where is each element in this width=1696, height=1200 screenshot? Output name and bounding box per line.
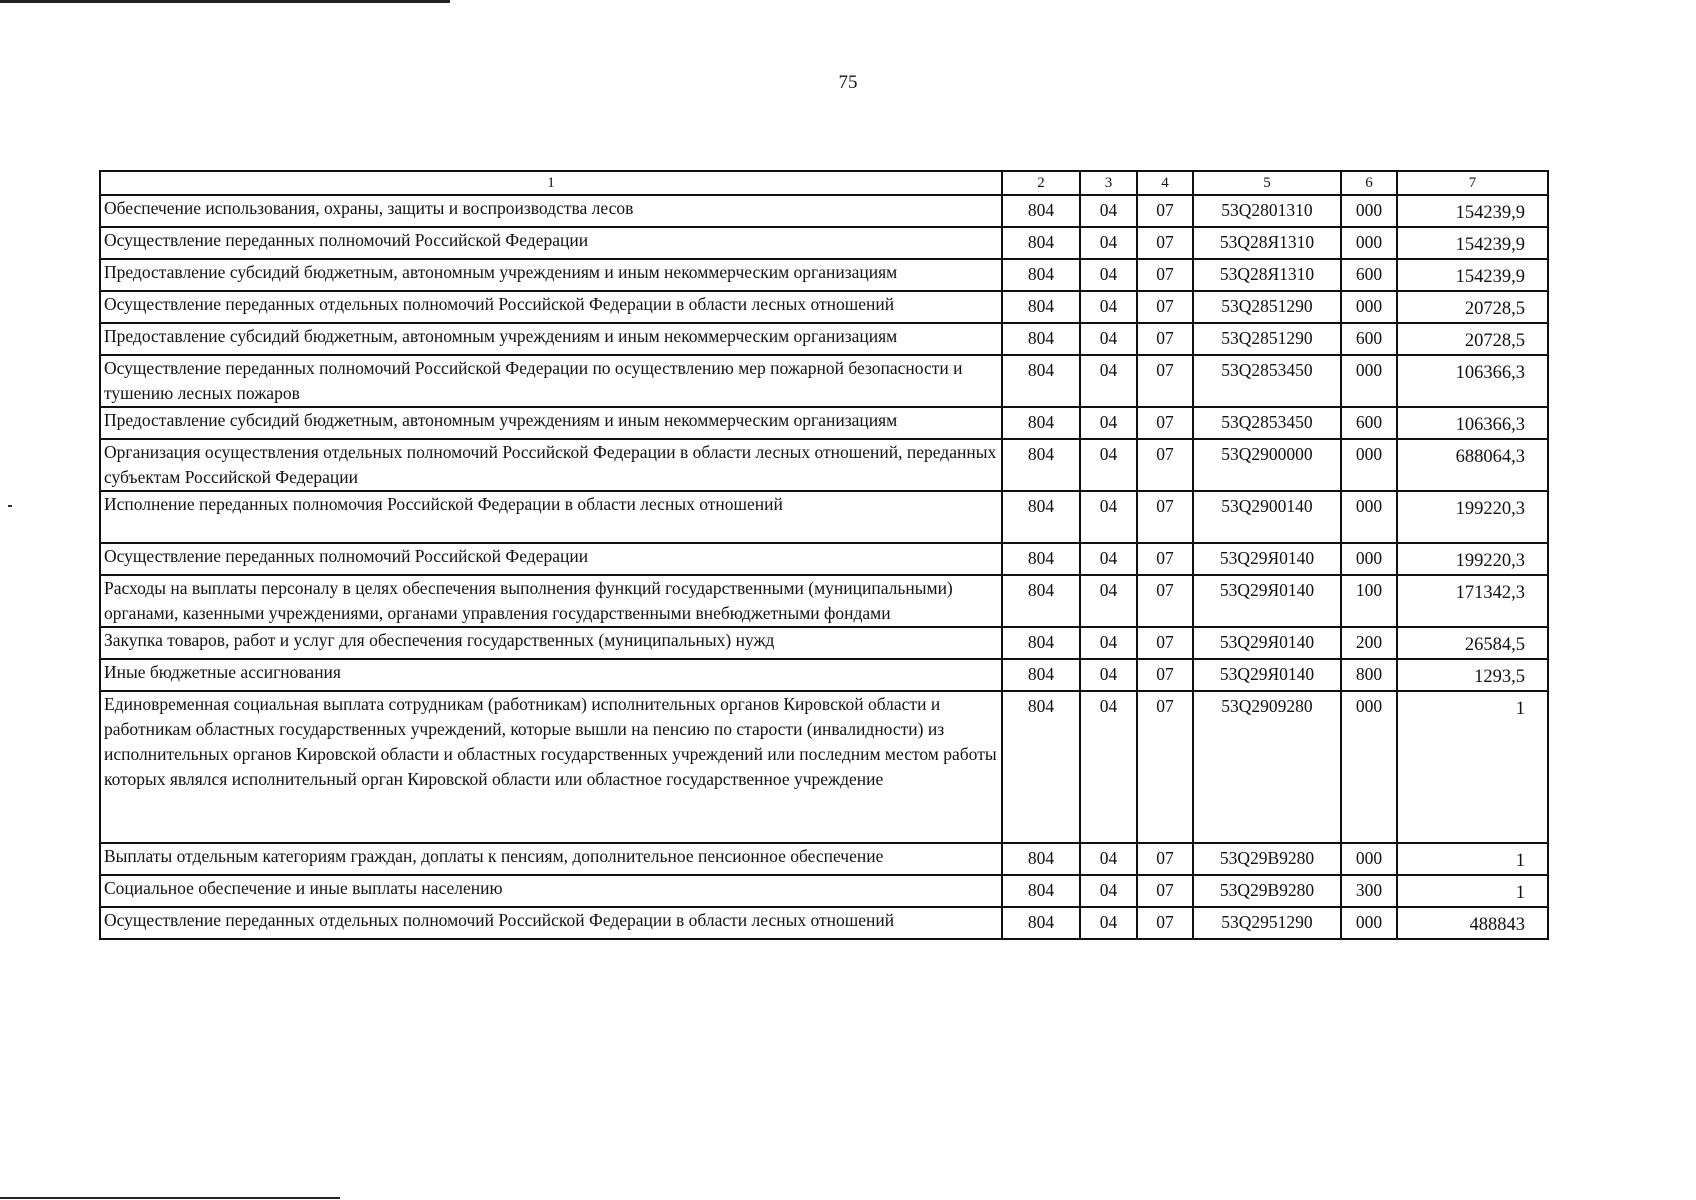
amount: 1293,5 [1397, 659, 1548, 691]
ministry-code: 804 [1002, 543, 1080, 575]
target-item-code: 53Q2851290 [1193, 323, 1341, 355]
subsection-code: 07 [1137, 907, 1193, 939]
expense-type-code: 000 [1341, 907, 1397, 939]
row-name: Предоставление субсидий бюджетным, автономным учреждениям и иным некоммерческим организациям [100, 259, 1002, 291]
ministry-code: 804 [1002, 227, 1080, 259]
row-name: Иные бюджетные ассигнования [100, 659, 1002, 691]
table-row [100, 439, 1548, 491]
table-row [100, 323, 1548, 355]
amount: 199220,3 [1397, 543, 1548, 575]
amount: 688064,3 [1397, 439, 1548, 491]
target-item-code: 53Q2951290 [1193, 907, 1341, 939]
ministry-code: 804 [1002, 491, 1080, 543]
expense-type-code: 100 [1341, 575, 1397, 627]
subsection-code: 07 [1137, 291, 1193, 323]
ministry-code: 804 [1002, 907, 1080, 939]
table-row [100, 659, 1548, 691]
table-row [100, 843, 1548, 875]
amount: 199220,3 [1397, 491, 1548, 543]
expense-type-code: 000 [1341, 195, 1397, 227]
table-row [100, 195, 1548, 227]
row-name: Организация осуществления отдельных полномочий Российской Федерации в области лесных отношений, переданных субъектам Российской Федерации [100, 439, 1002, 491]
expense-type-code: 600 [1341, 259, 1397, 291]
expense-type-code: 800 [1341, 659, 1397, 691]
subsection-code: 07 [1137, 627, 1193, 659]
row-name: Исполнение переданных полномочия Российской Федерации в области лесных отношений [100, 491, 1002, 543]
amount: 20728,5 [1397, 291, 1548, 323]
expense-type-code: 600 [1341, 323, 1397, 355]
amount: 171342,3 [1397, 575, 1548, 627]
column-header-1: 1 [100, 171, 1002, 195]
row-name: Осуществление переданных отдельных полномочий Российской Федерации в области лесных отношений [100, 907, 1002, 939]
amount: 154239,9 [1397, 259, 1548, 291]
section-code: 04 [1080, 491, 1137, 543]
table-row [100, 355, 1548, 407]
section-code: 04 [1080, 195, 1137, 227]
row-name: Расходы на выплаты персоналу в целях обеспечения выполнения функций государственными (муниципальными) органами, казенными учреждениями, органами управления государственными внебюджетными фондами [100, 575, 1002, 627]
expense-type-code: 000 [1341, 291, 1397, 323]
target-item-code: 53Q2853450 [1193, 355, 1341, 407]
table-row [100, 407, 1548, 439]
row-name: Обеспечение использования, охраны, защиты и воспроизводства лесов [100, 195, 1002, 227]
scan-edge-bottom [0, 1197, 340, 1199]
ministry-code: 804 [1002, 407, 1080, 439]
target-item-code: 53Q28Я1310 [1193, 259, 1341, 291]
amount: 106366,3 [1397, 355, 1548, 407]
ministry-code: 804 [1002, 627, 1080, 659]
row-name: Предоставление субсидий бюджетным, автономным учреждениям и иным некоммерческим организациям [100, 323, 1002, 355]
section-code: 04 [1080, 907, 1137, 939]
table-row [100, 627, 1548, 659]
table-row [100, 543, 1548, 575]
expense-type-code: 000 [1341, 227, 1397, 259]
target-item-code: 53Q29Я0140 [1193, 543, 1341, 575]
target-item-code: 53Q29Я0140 [1193, 659, 1341, 691]
table-row [100, 575, 1548, 627]
expense-type-code: 000 [1341, 439, 1397, 491]
section-code: 04 [1080, 543, 1137, 575]
expense-type-code: 000 [1341, 543, 1397, 575]
column-header-6: 6 [1341, 171, 1397, 195]
ministry-code: 804 [1002, 195, 1080, 227]
subsection-code: 07 [1137, 407, 1193, 439]
ministry-code: 804 [1002, 439, 1080, 491]
row-name: Осуществление переданных полномочий Российской Федерации [100, 227, 1002, 259]
budget-table [99, 170, 1549, 940]
subsection-code: 07 [1137, 323, 1193, 355]
subsection-code: 07 [1137, 543, 1193, 575]
subsection-code: 07 [1137, 659, 1193, 691]
column-header-2: 2 [1002, 171, 1080, 195]
amount: 1 [1397, 691, 1548, 843]
amount: 20728,5 [1397, 323, 1548, 355]
subsection-code: 07 [1137, 355, 1193, 407]
page-number: 75 [838, 72, 858, 93]
amount: 154239,9 [1397, 227, 1548, 259]
section-code: 04 [1080, 627, 1137, 659]
subsection-code: 07 [1137, 875, 1193, 907]
row-name: Выплаты отдельным категориям граждан, доплаты к пенсиям, дополнительное пенсионное обеспечение [100, 843, 1002, 875]
expense-type-code: 000 [1341, 843, 1397, 875]
scan-mark [8, 505, 12, 507]
section-code: 04 [1080, 407, 1137, 439]
ministry-code: 804 [1002, 691, 1080, 843]
expense-type-code: 200 [1341, 627, 1397, 659]
amount: 488843 [1397, 907, 1548, 939]
target-item-code: 53Q29В9280 [1193, 843, 1341, 875]
table-row [100, 291, 1548, 323]
ministry-code: 804 [1002, 875, 1080, 907]
row-name: Осуществление переданных полномочий Российской Федерации по осуществлению мер пожарной безопасности и тушению лесных пожаров [100, 355, 1002, 407]
ministry-code: 804 [1002, 355, 1080, 407]
target-item-code: 53Q29Я0140 [1193, 627, 1341, 659]
ministry-code: 804 [1002, 575, 1080, 627]
ministry-code: 804 [1002, 323, 1080, 355]
amount: 1 [1397, 875, 1548, 907]
target-item-code: 53Q2900140 [1193, 491, 1341, 543]
row-name: Осуществление переданных полномочий Российской Федерации [100, 543, 1002, 575]
target-item-code: 53Q29Я0140 [1193, 575, 1341, 627]
ministry-code: 804 [1002, 659, 1080, 691]
row-name: Единовременная социальная выплата сотрудникам (работникам) исполнительных органов Кировской области и работникам областных государственных учреждений, которые вышли на пенсию по старости (инвалидности) из исполнительных органов Кировской области и областных государственных учреждений или последним местом работы которых являлся исполнительный орган Кировской области или областное государственное учреждение [100, 691, 1002, 843]
table-row [100, 227, 1548, 259]
row-name: Осуществление переданных отдельных полномочий Российской Федерации в области лесных отношений [100, 291, 1002, 323]
target-item-code: 53Q29В9280 [1193, 875, 1341, 907]
expense-type-code: 300 [1341, 875, 1397, 907]
row-name: Закупка товаров, работ и услуг для обеспечения государственных (муниципальных) нужд [100, 627, 1002, 659]
section-code: 04 [1080, 323, 1137, 355]
expense-type-code: 600 [1341, 407, 1397, 439]
target-item-code: 53Q2853450 [1193, 407, 1341, 439]
section-code: 04 [1080, 875, 1137, 907]
section-code: 04 [1080, 691, 1137, 843]
table-row [100, 259, 1548, 291]
scan-edge-top [0, 0, 450, 3]
expense-type-code: 000 [1341, 355, 1397, 407]
section-code: 04 [1080, 291, 1137, 323]
section-code: 04 [1080, 227, 1137, 259]
subsection-code: 07 [1137, 491, 1193, 543]
section-code: 04 [1080, 659, 1137, 691]
column-header-7: 7 [1397, 171, 1548, 195]
subsection-code: 07 [1137, 575, 1193, 627]
table-row [100, 691, 1548, 843]
subsection-code: 07 [1137, 259, 1193, 291]
subsection-code: 07 [1137, 691, 1193, 843]
column-header-5: 5 [1193, 171, 1341, 195]
column-header-4: 4 [1137, 171, 1193, 195]
target-item-code: 53Q2900000 [1193, 439, 1341, 491]
amount: 1 [1397, 843, 1548, 875]
target-item-code: 53Q2801310 [1193, 195, 1341, 227]
row-name: Предоставление субсидий бюджетным, автономным учреждениям и иным некоммерческим организациям [100, 407, 1002, 439]
target-item-code: 53Q28Я1310 [1193, 227, 1341, 259]
subsection-code: 07 [1137, 227, 1193, 259]
amount: 106366,3 [1397, 407, 1548, 439]
ministry-code: 804 [1002, 291, 1080, 323]
table-row [100, 907, 1548, 939]
ministry-code: 804 [1002, 843, 1080, 875]
row-name: Социальное обеспечение и иные выплаты населению [100, 875, 1002, 907]
section-code: 04 [1080, 439, 1137, 491]
subsection-code: 07 [1137, 439, 1193, 491]
table-row [100, 491, 1548, 543]
amount: 154239,9 [1397, 195, 1548, 227]
amount: 26584,5 [1397, 627, 1548, 659]
section-code: 04 [1080, 355, 1137, 407]
column-header-3: 3 [1080, 171, 1137, 195]
target-item-code: 53Q2909280 [1193, 691, 1341, 843]
table-header-row [100, 171, 1548, 195]
expense-type-code: 000 [1341, 491, 1397, 543]
subsection-code: 07 [1137, 195, 1193, 227]
subsection-code: 07 [1137, 843, 1193, 875]
table-row [100, 875, 1548, 907]
section-code: 04 [1080, 575, 1137, 627]
ministry-code: 804 [1002, 259, 1080, 291]
target-item-code: 53Q2851290 [1193, 291, 1341, 323]
section-code: 04 [1080, 843, 1137, 875]
section-code: 04 [1080, 259, 1137, 291]
expense-type-code: 000 [1341, 691, 1397, 843]
